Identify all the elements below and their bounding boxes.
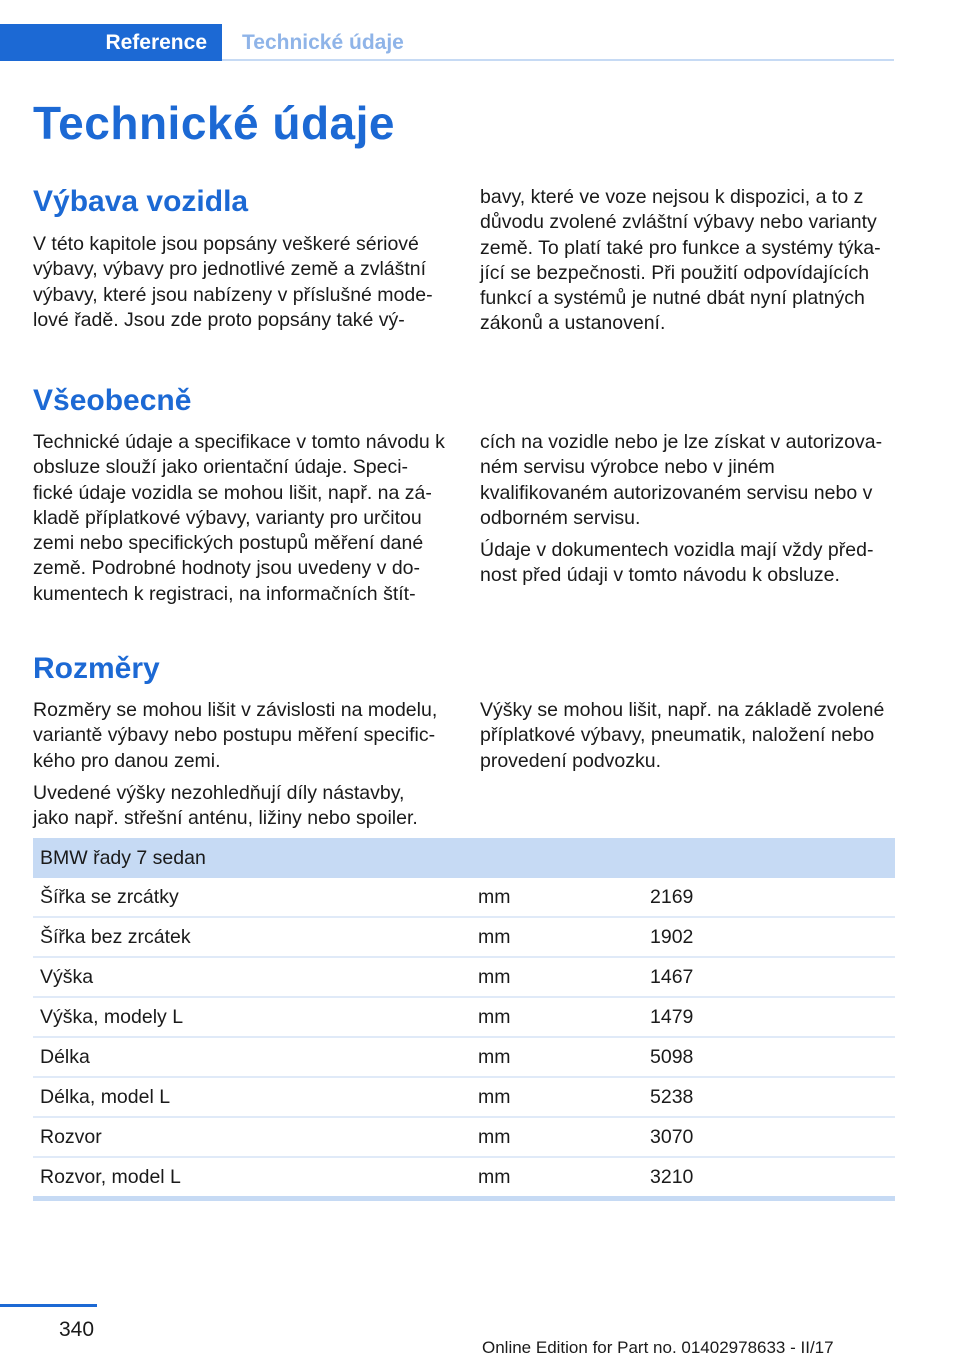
row-label: Délka, model L	[33, 1077, 471, 1117]
table-row	[33, 1157, 895, 1199]
edition-note: Online Edition for Part no. 01402978633 - II/17	[482, 1338, 834, 1357]
row-value: 3070	[643, 1117, 895, 1157]
dimensions-table	[33, 838, 895, 1201]
row-value: 2169	[643, 878, 895, 917]
row-unit: mm	[471, 1157, 643, 1199]
rozmery-left-paragraph-1: Rozměry se mohou lišit v závislosti na modelu, variantě výbavy nebo postupu měření specific‐kého pro danou zemi.	[33, 699, 438, 772]
table-header: BMW řady 7 sedan	[33, 838, 895, 878]
table-row	[33, 1117, 895, 1157]
row-value: 3210	[643, 1157, 895, 1199]
row-value: 5098	[643, 1037, 895, 1077]
table-row	[33, 997, 895, 1037]
row-label: Výška, modely L	[33, 997, 471, 1037]
row-unit: mm	[471, 1117, 643, 1157]
row-value: 1467	[643, 957, 895, 997]
obecne-right-paragraph-2: Údaje v dokumentech vozidla mají vždy před‐nost před údaji v tomto návodu k obsluze.	[480, 539, 874, 587]
row-unit: mm	[471, 917, 643, 957]
vybava-left-paragraph: V této kapitole jsou popsány veškeré sériové výbavy, výbavy pro jednotlivé země a zvláštní výbavy, které jsou nabízeny v příslušné modelové řadě. Jsou zde proto popsány také vý‐	[33, 233, 433, 331]
table-row	[33, 917, 895, 957]
row-unit: mm	[471, 1037, 643, 1077]
row-value: 1902	[643, 917, 895, 957]
tab-technical-data[interactable]: Technické údaje	[242, 30, 404, 54]
row-unit: mm	[471, 997, 643, 1037]
row-label: Šířka bez zrcátek	[33, 917, 471, 957]
section-heading-rozmery: Rozměry	[33, 652, 160, 685]
table-row	[33, 957, 895, 997]
table-row	[33, 1037, 895, 1077]
vybava-right-paragraph: bavy, které ve voze nejsou k dispozici, a to z důvodu zvolené zvláštní výbavy nebo varianty země. To platí také pro funkce a systémy týka‐jící se bezpečnosti. Při použití odpovídajících funkcí a systémů je nutné dbát nyní platných zákonů a ustanovení.	[480, 186, 881, 335]
rozmery-right-paragraph: Výšky se mohou lišit, např. na základě zvolené příplatkové výbavy, pneumatik, naložení nebo provedení podvozku.	[480, 699, 885, 772]
row-unit: mm	[471, 1077, 643, 1117]
row-value: 1479	[643, 997, 895, 1037]
page-title: Technické údaje	[33, 97, 396, 149]
row-label: Délka	[33, 1037, 471, 1077]
rozmery-right-column	[480, 698, 892, 781]
table-row	[33, 1077, 895, 1117]
tab-reference[interactable]: Reference	[0, 24, 222, 61]
row-label: Výška	[33, 957, 471, 997]
obecne-left-paragraph: Technické údaje a specifikace v tomto návodu k obsluze slouží jako orientační údaje. Speci‐fické údaje vozidla se mohou lišit, např. na zá‐kladě příplatkové výbavy, varianty pro určitou zemi nebo specifických postupů měření dané země. Podrobné hodnoty jsou uvedeny v do‐kumentech k registraci, na informačních štít‐	[33, 431, 445, 605]
footer-rule	[0, 1304, 97, 1307]
row-label: Rozvor	[33, 1117, 471, 1157]
page-number: 340	[59, 1318, 95, 1341]
obecne-right-column	[480, 430, 892, 596]
header-divider	[222, 59, 894, 61]
section-heading-vybava: Výbava vozidla	[33, 185, 249, 218]
section-heading-obecne: Všeobecně	[33, 384, 192, 417]
row-value: 5238	[643, 1077, 895, 1117]
row-unit: mm	[471, 878, 643, 917]
vybava-left-column	[33, 232, 445, 340]
row-label: Rozvor, model L	[33, 1157, 471, 1199]
vybava-right-column	[480, 185, 892, 344]
rozmery-left-paragraph-2: Uvedené výšky nezohledňují díly nástavby, jako např. střešní anténu, ližiny nebo spoiler.	[33, 781, 418, 830]
table-row	[33, 878, 895, 917]
rozmery-left-column	[33, 698, 445, 838]
row-label: Šířka se zrcátky	[33, 878, 471, 917]
header-bar	[0, 24, 894, 61]
obecne-left-column	[33, 430, 445, 614]
obecne-right-paragraph-1: cích na vozidle nebo je lze získat v autorizova‐ném servisu výrobce nebo v jiném kvalifikovaném autorizovaném servisu nebo v odborném servisu.	[480, 431, 883, 529]
row-unit: mm	[471, 957, 643, 997]
